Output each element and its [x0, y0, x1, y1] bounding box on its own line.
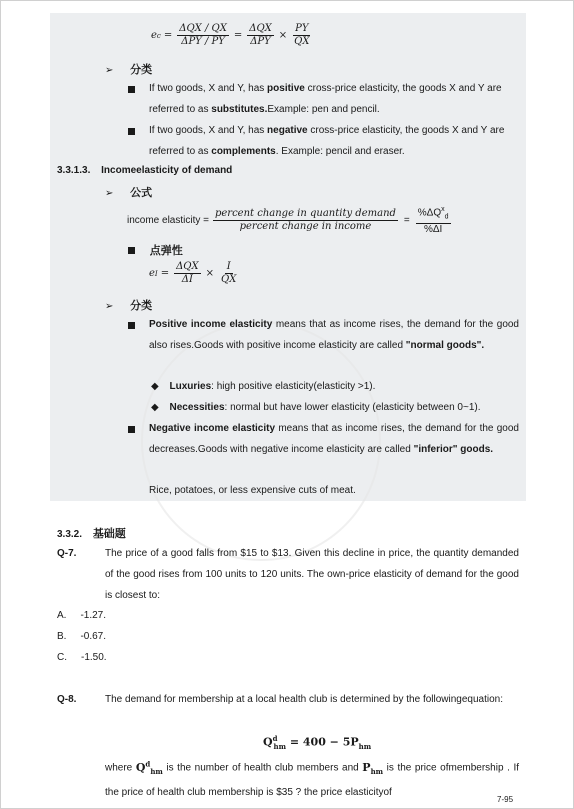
- complements-bullet-line2: referred to as complements. Example: pencil and eraser.: [149, 146, 405, 157]
- page-number: 7-95: [497, 795, 514, 804]
- substitutes-bullet-line2: referred to as substitutes.Example: pen and pencil.: [149, 104, 380, 115]
- bullet-square-icon: [128, 425, 135, 436]
- bullet-square-icon: [128, 85, 135, 96]
- bullet-square-icon: [128, 321, 135, 332]
- income-elasticity-equation: income elasticity = $\frac{\text{percent change in quantity demand}}{\text{percent change in income}}$ = $\frac{\%\Delta Q^x_d}{\%\Delta I}$: [127, 206, 449, 236]
- demand-equation: $Q^d_{hm} = 400 - 5P_{hm}$: [263, 734, 372, 751]
- luxuries-item: ◆ Luxuries: high positive elasticity(elasticity >1).: [151, 381, 376, 392]
- fraction-3: $\frac{PY}{QX}$: [294, 23, 310, 47]
- arrow-bullet-icon: ➢: [105, 65, 114, 76]
- question-text-q7: The price of a good falls from $15 to $13. Given this decline in price, the quantity demanded of the good rises from 100 units to 120 units. The own-price elasticity of demand for the good is closest to:: [105, 548, 519, 601]
- cross-elasticity-equation: e c = $\frac{\text{ΔQX / QX}}{\text{ΔPY / PY}}$ = $\frac{\text{ΔQX}}{\text{ΔPY}}$ × $\frac{PY}{QX}$: [151, 23, 310, 47]
- arrow-bullet-icon: ➢: [105, 188, 114, 199]
- diamond-bullet-icon: ◆: [151, 381, 159, 392]
- question-label-q8: Q-8.: [57, 694, 77, 705]
- diamond-bullet-icon: ◆: [151, 402, 159, 413]
- classification-heading: ➢ 分类: [105, 63, 153, 76]
- fraction-1: $\frac{\text{ΔQX / QX}}{\text{ΔPY / PY}}$: [179, 23, 227, 47]
- answer-option-a[interactable]: A. -1.27.: [57, 610, 107, 621]
- section-heading-3313: 3.3.1.3. Incomeelasticity of demand: [57, 165, 233, 176]
- question-text-q8: The demand for membership at a local health club is determined by the followingequation:: [105, 694, 504, 705]
- bullet-square-icon: [128, 247, 135, 254]
- negative-income-example: Rice, potatoes, or less expensive cuts of meat.: [149, 485, 356, 496]
- classification-heading-2: ➢ 分类: [105, 299, 153, 312]
- negative-income-paragraph: Negative income elasticity means that as income rises, the demand for the good decreases.Goods with negative income elasticity are called "inferior" goods.: [149, 423, 519, 455]
- percent-fraction: $\frac{\%\Delta Q^x_d}{\%\Delta I}$: [417, 206, 449, 236]
- answer-option-c[interactable]: C. -1.50.: [57, 652, 107, 663]
- bullet-square-icon: [128, 127, 135, 138]
- eq-lhs: e: [151, 30, 157, 41]
- point-elasticity-equation: e I = $\frac{\text{ΔQX}}{\Delta I}$ × $\frac{I}{QX}$: [149, 261, 237, 285]
- income-fraction: $\frac{\text{percent change in quantity demand}}{\text{percent change in income}}$: [214, 207, 396, 232]
- positive-income-paragraph: Positive income elasticity means that as income rises, the demand for the good also rises.Goods with positive income elasticity are called "normal goods".: [149, 319, 519, 351]
- point-elasticity-heading: 点弹性: [128, 242, 183, 258]
- answer-option-b[interactable]: B. -0.67.: [57, 631, 107, 642]
- question-label-q7: Q-7.: [57, 548, 77, 559]
- fraction-2: $\frac{\text{ΔQX}}{\text{ΔPY}}$: [249, 23, 272, 47]
- point-fraction-1: $\frac{\text{ΔQX}}{\Delta I}$: [176, 261, 199, 285]
- formula-heading: ➢ 公式: [105, 186, 153, 199]
- arrow-bullet-icon: ➢: [105, 301, 114, 312]
- eq-lhs-sub: c: [156, 31, 161, 40]
- complements-bullet-line1: If two goods, X and Y, has negative cross-price elasticity, the goods X and Y are: [149, 125, 505, 136]
- substitutes-bullet-line1: If two goods, X and Y, has positive cross-price elasticity, the goods X and Y are: [149, 83, 502, 94]
- point-fraction-2: $\frac{I}{QX}$: [221, 261, 237, 285]
- question-where-text-q8: where $Q^d_{hm}$ is the number of health club members and $P_{hm}$ is the price ofmembership . If the price of health club membership is $35 ? the price elasticityof: [105, 759, 520, 798]
- necessities-item: ◆ Necessities: normal but have lower elasticity (elasticity between 0~1).: [151, 402, 481, 413]
- section-heading-332: 3.3.2. 基础题: [57, 527, 126, 540]
